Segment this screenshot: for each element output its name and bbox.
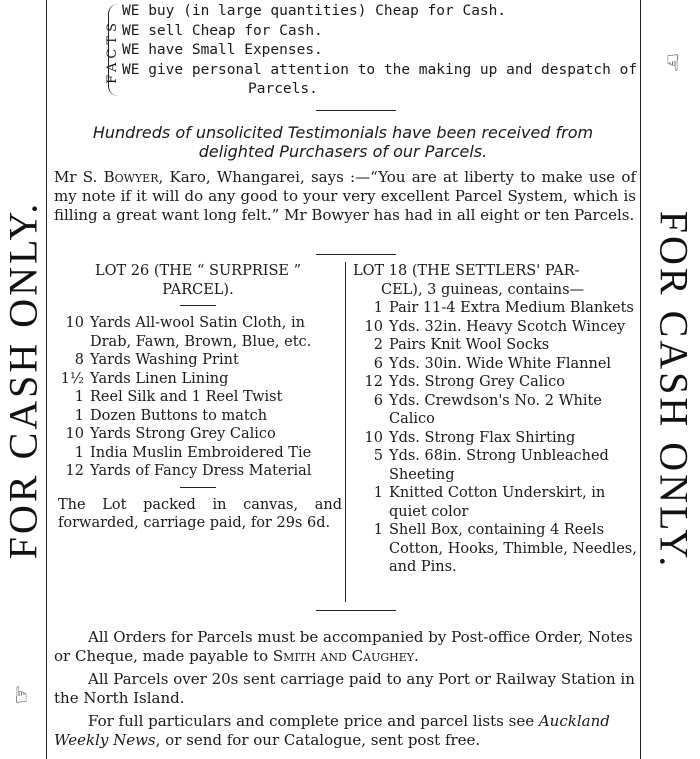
- item-qty: 2: [373, 337, 383, 353]
- right-side-banner: [648, 0, 700, 759]
- particulars-text: For full particulars and complete price and parcel lists see: [88, 712, 539, 730]
- lot-26-title: LOT 26 (THE “ SURPRISE ”: [94, 263, 302, 279]
- item-qty: 12: [65, 463, 84, 479]
- pointing-hand-icon: ☞: [9, 684, 35, 705]
- item-qty: 6: [373, 355, 383, 372]
- item-desc: Yards All-wool Satin Cloth, in Drab, Fawn, Brown, Blue, etc.: [90, 315, 312, 350]
- divider-rule: [316, 110, 396, 111]
- item-desc: Shell Box, containing 4 Reels Cotton, Hooks, Thimble, Needles, and Pins.: [389, 522, 637, 575]
- divider-rule: [316, 254, 396, 255]
- list-item: [54, 351, 342, 370]
- carriage-paragraph: All Parcels over 20s sent carriage paid to any Port or Railway Station in the North Island.: [54, 670, 635, 707]
- facts-line: WE buy (in large quantities) Cheap for Cash.: [122, 3, 507, 19]
- facts-label: FACTS: [104, 19, 120, 84]
- item-desc: Knitted Cotton Underskirt, in quiet color: [389, 485, 606, 520]
- lot-26-note: The Lot packed in canvas, and forwarded, carriage paid, for 29s 6d.: [58, 496, 342, 531]
- newspaper-name: Auckland Weekly News: [54, 712, 610, 749]
- item-qty: 5: [373, 448, 383, 464]
- item-desc: Yds. 30in. Wide White Flannel: [389, 355, 612, 372]
- right-banner-text: FOR CASH ONLY.: [651, 210, 697, 570]
- item-desc: India Muslin Embroidered Tie: [90, 444, 312, 461]
- orders-end: .: [414, 647, 419, 665]
- quote-prefix: Mr S.: [54, 168, 104, 186]
- item-desc: Pairs Knit Wool Socks: [389, 337, 550, 353]
- list-item: [353, 521, 639, 577]
- item-desc: Yds. Strong Flax Shirting: [389, 429, 576, 446]
- lot-18-column: [353, 262, 639, 577]
- item-qty: 1½: [60, 370, 84, 387]
- item-qty: 12: [364, 374, 383, 390]
- orders-text: All Orders for Parcels must be accompanied by Post-office Order, Notes or Cheque, made payable to: [54, 628, 633, 665]
- divider-rule: [316, 610, 396, 611]
- item-desc: Yds. Crewdson's No. 2 White Calico: [389, 392, 602, 427]
- list-item: [353, 392, 639, 429]
- pointing-hand-icon: ☞: [659, 52, 685, 73]
- item-qty: 1: [373, 485, 383, 501]
- list-item: [353, 429, 639, 448]
- lot-26-title: PARCEL).: [162, 281, 234, 298]
- item-qty: 10: [364, 429, 383, 446]
- item-desc: Yards of Fancy Dress Material: [90, 463, 312, 479]
- item-desc: Yards Strong Grey Calico: [90, 426, 276, 442]
- facts-line: Parcels.: [248, 81, 318, 97]
- mini-rule: [180, 305, 216, 306]
- advert-content: [48, 0, 638, 759]
- quote-name: Bowyer: [103, 168, 159, 186]
- particulars-paragraph: [54, 712, 636, 750]
- left-banner-text: FOR CASH ONLY.: [0, 200, 46, 560]
- left-side-banner: [0, 0, 46, 759]
- list-item: [353, 373, 639, 392]
- particulars-end: , or send for our Catalogue, sent post free.: [155, 731, 481, 749]
- quote-text: , Karo, Whangarei, says :—“You are at liberty to make use of my note if it will do any good to your very excellent Parcel System, which is filling a great want long felt.” Mr Bowyer has had in all eight or ten Parcels.: [54, 168, 636, 224]
- item-desc: Yds. Strong Grey Calico: [389, 374, 565, 390]
- list-item: [54, 370, 342, 389]
- mini-rule: [180, 487, 216, 488]
- facts-line: WE sell Cheap for Cash.: [122, 22, 323, 39]
- facts-line: WE have Small Expenses.: [122, 42, 323, 58]
- list-item: [353, 447, 639, 484]
- headline-line: delighted Purchasers of our Parcels.: [198, 142, 488, 161]
- facts-line: WE give personal attention to the making up and despatch of: [122, 61, 638, 78]
- list-item: [353, 299, 639, 318]
- item-desc: Dozen Buttons to match: [90, 407, 268, 424]
- lot-18-title: LOT 18 (THE SETTLERS' PAR-: [353, 263, 580, 279]
- item-desc: Yards Washing Print: [90, 352, 239, 368]
- testimonials-headline: [48, 123, 638, 161]
- item-qty: 10: [364, 318, 383, 335]
- column-divider: [345, 262, 346, 602]
- facts-lines: [122, 2, 637, 100]
- item-qty: 1: [74, 407, 84, 424]
- item-qty: 10: [65, 315, 84, 331]
- list-item: [54, 444, 342, 463]
- item-desc: Yards Linen Lining: [90, 370, 229, 387]
- list-item: [353, 336, 639, 355]
- lot-18-title: CEL), 3 guineas, contains—: [381, 281, 585, 298]
- item-qty: 6: [373, 392, 383, 409]
- list-item: [353, 318, 639, 337]
- headline-line: Hundreds of unsolicited Testimonials have been received from: [92, 123, 594, 142]
- left-border-rule: [46, 0, 47, 759]
- facts-block: [88, 2, 648, 98]
- right-border-rule: [640, 0, 641, 759]
- list-item: [353, 484, 639, 521]
- list-item: [353, 355, 639, 374]
- item-qty: 8: [74, 352, 84, 368]
- list-item: [54, 425, 342, 444]
- item-qty: 1: [74, 389, 84, 405]
- lot-26-column: [54, 262, 342, 533]
- item-desc: Reel Silk and 1 Reel Twist: [90, 389, 283, 405]
- list-item: [54, 388, 342, 407]
- facts-brace: [108, 4, 119, 96]
- orders-name: Smith and Caughey: [272, 647, 415, 665]
- list-item: [54, 314, 342, 351]
- item-qty: 1: [373, 522, 383, 538]
- item-desc: Yds. 32in. Heavy Scotch Wincey: [389, 318, 626, 335]
- item-qty: 1: [373, 300, 383, 316]
- item-desc: Pair 11-4 Extra Medium Blankets: [389, 300, 634, 316]
- testimonial-quote: [54, 168, 636, 225]
- item-qty: 10: [65, 426, 84, 442]
- item-desc: Yds. 68in. Strong Unbleached Sheeting: [389, 448, 609, 483]
- list-item: [54, 407, 342, 426]
- item-qty: 1: [74, 444, 84, 461]
- list-item: [54, 462, 342, 481]
- orders-paragraph: [54, 628, 636, 666]
